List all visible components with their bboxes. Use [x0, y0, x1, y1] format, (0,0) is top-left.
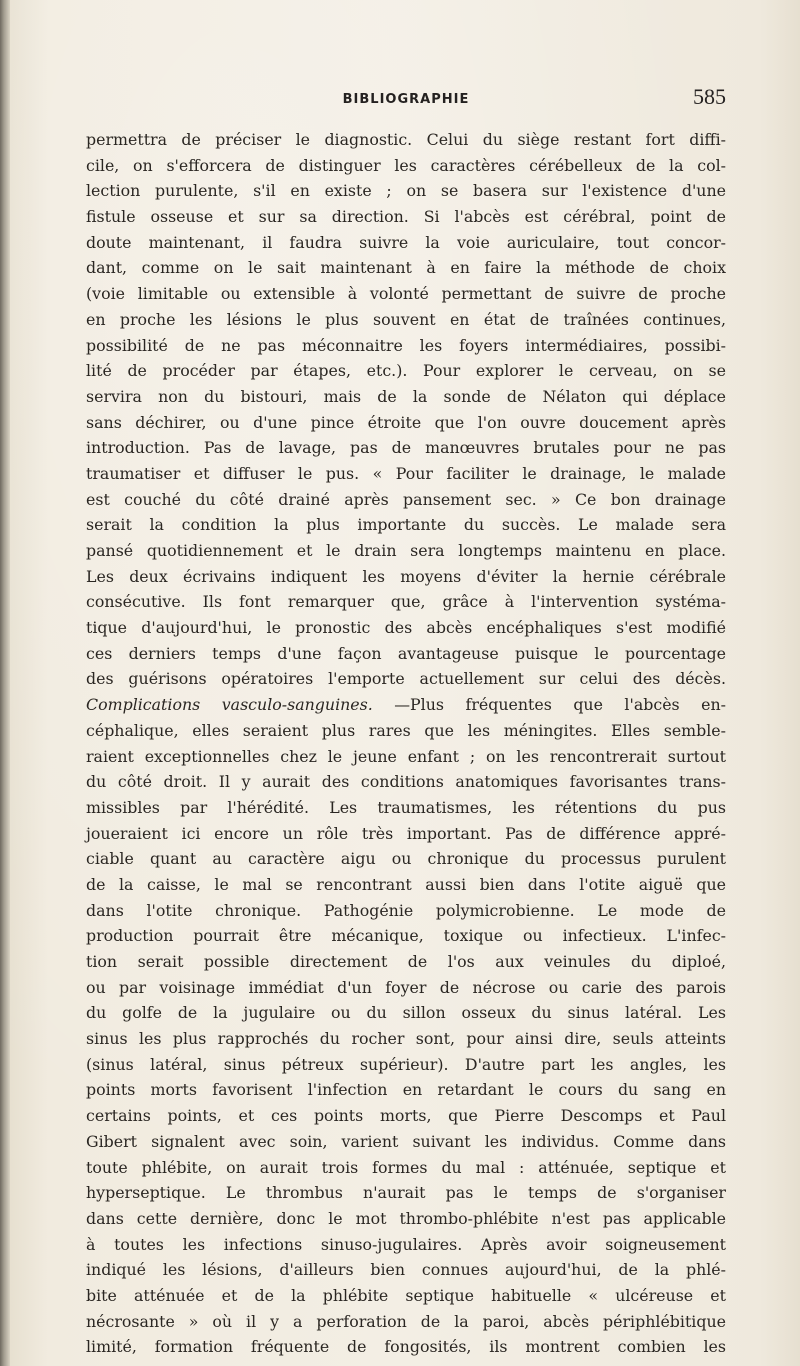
text-line: possibilité de ne pas méconnaitre les foyers intermédiaires, possibi- — [86, 335, 726, 355]
text-line: hyperseptique. Le thrombus n'aurait pas le temps de s'organiser — [86, 1183, 726, 1203]
text-line: dans l'otite chronique. Pathogénie polymicrobienne. Le mode de — [86, 900, 726, 920]
section-heading-continuation: —Plus fréquentes que l'abcès en- — [372, 695, 726, 715]
page-number: 585 — [693, 84, 726, 109]
text-line: sans déchirer, ou d'une pince étroite que l'on ouvre doucement après — [86, 412, 726, 432]
text-line: (sinus latéral, sinus pétreux supérieur). D'autre part les angles, les — [86, 1054, 726, 1074]
text-line: cile, on s'efforcera de distinguer les caractères cérébelleux de la col- — [86, 155, 726, 175]
text-line: céphalique, elles seraient plus rares que les méningites. Elles semble- — [86, 720, 726, 740]
section-heading: Complications vasculo-sanguines. — [86, 695, 373, 715]
text-line: tion serait possible directement de l'os aux veinules du diploé, — [86, 952, 726, 971]
text-line: tique d'aujourd'hui, le pronostic des abcès encéphaliques s'est modifié — [86, 618, 726, 638]
text-line: du côté droit. Il y aurait des conditions anatomiques favorisantes trans- — [86, 772, 726, 792]
text-line: introduction. Pas de lavage, pas de manœuvres brutales pour ne pas — [86, 438, 726, 458]
text-line: en proche les lésions le plus souvent en état de traînées continues, — [86, 309, 726, 329]
section-heading-line — [86, 692, 726, 718]
text-line: missibles par l'hérédité. Les traumatismes, les rétentions du pus — [86, 797, 726, 817]
book-binding-edge — [0, 0, 10, 1366]
text-line: bite atténuée et de la phlébite septique habituelle « ulcéreuse et — [86, 1285, 726, 1305]
header-title: BIBLIOGRAPHIE — [342, 92, 470, 107]
text-line: raient exceptionnelles chez le jeune enfant ; on les rencontrerait surtout — [86, 746, 726, 766]
text-line: dans cette dernière, donc le mot thrombo-phlébite n'est pas applicable — [86, 1208, 726, 1228]
text-line: sinus les plus rapprochés du rocher sont, pour ainsi dire, seuls atteints — [86, 1029, 726, 1049]
text-line: certains points, et ces points morts, que Pierre Descomps et Paul — [86, 1106, 726, 1126]
text-line: (voie limitable ou extensible à volonté permettant de suivre de proche — [86, 284, 726, 304]
text-line: consécutive. Ils font remarquer que, grâce à l'intervention systéma- — [86, 592, 726, 612]
text-line: lité de procéder par étapes, etc.). Pour explorer le cerveau, on se — [86, 361, 726, 381]
text-line: indiqué les lésions, d'ailleurs bien connues aujourd'hui, de la phlé- — [86, 1260, 726, 1280]
text-line: des guérisons opératoires l'emporte actuellement sur celui des décès. — [86, 669, 726, 689]
running-header — [86, 84, 726, 116]
text-line: traumatiser et diffuser le pus. « Pour faciliter le drainage, le malade — [86, 463, 726, 483]
text-line: toute phlébite, on aurait trois formes du mal : atténuée, septique et — [86, 1157, 726, 1177]
text-line: ces derniers temps d'une façon avantageuse puisque le pourcentage — [86, 643, 726, 663]
text-line: points morts favorisent l'infection en retardant le cours du sang en — [86, 1080, 726, 1100]
text-line: fistule osseuse et sur sa direction. Si l'abcès est cérébral, point de — [86, 207, 726, 227]
text-line: nécrosante » où il y a perforation de la paroi, abcès périphlébitique — [86, 1311, 726, 1331]
text-line: à toutes les infections sinuso-jugulaires. Après avoir soigneusement — [86, 1234, 726, 1254]
body-text — [86, 127, 726, 1360]
text-line: permettra de préciser le diagnostic. Celui du siège restant fort diffi- — [86, 130, 726, 149]
text-line: limité, formation fréquente de fongosités, ils montrent combien les — [86, 1337, 726, 1357]
text-line: du golfe de la jugulaire ou du sillon osseux du sinus latéral. Les — [86, 1003, 726, 1023]
text-line: doute maintenant, il faudra suivre la voie auriculaire, tout concor- — [86, 232, 726, 252]
text-line: ciable quant au caractère aigu ou chronique du processus purulent — [86, 849, 726, 869]
text-line: servira non du bistouri, mais de la sonde de Nélaton qui déplace — [86, 386, 726, 406]
text-line: dant, comme on le sait maintenant à en faire la méthode de choix — [86, 258, 726, 278]
text-line: ou par voisinage immédiat d'un foyer de nécrose ou carie des parois — [86, 977, 726, 997]
text-line: de la caisse, le mal se rencontrant aussi bien dans l'otite aiguë que — [86, 874, 726, 894]
text-line: joueraient ici encore un rôle très important. Pas de différence appré- — [86, 823, 726, 843]
text-line: serait la condition la plus importante du succès. Le malade sera — [86, 515, 726, 535]
text-line: production pourrait être mécanique, toxique ou infectieux. L'infec- — [86, 926, 726, 946]
text-line: Les deux écrivains indiquent les moyens d'éviter la hernie cérébrale — [86, 566, 726, 586]
text-line: lection purulente, s'il en existe ; on se basera sur l'existence d'une — [86, 181, 726, 201]
text-line: Gibert signalent avec soin, varient suivant les individus. Comme dans — [86, 1131, 726, 1151]
text-line: est couché du côté drainé après pansement sec. » Ce bon drainage — [86, 489, 726, 509]
text-line: pansé quotidiennement et le drain sera longtemps maintenu en place. — [86, 541, 726, 560]
